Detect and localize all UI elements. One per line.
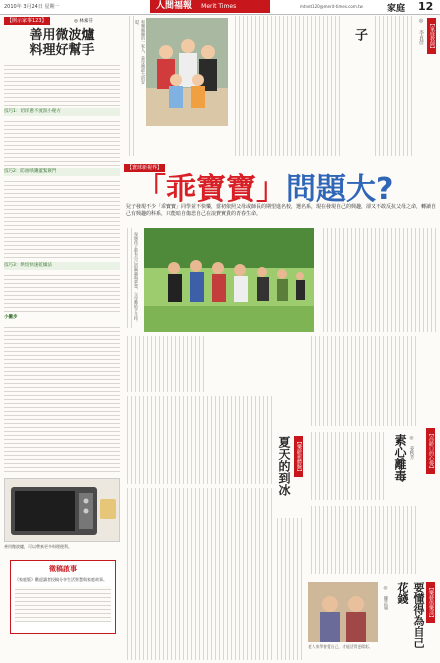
elderly-photo xyxy=(308,582,378,642)
body-text xyxy=(308,432,386,500)
contact-email: mtnet120@merit-times.com.tw xyxy=(300,4,363,9)
photo-caption: 善用微波爐，可以帶來更多料理便利。 xyxy=(4,544,72,549)
elderly-illustration xyxy=(308,582,378,642)
body-text xyxy=(4,118,120,166)
body-text xyxy=(372,16,412,156)
subheading-3: 技巧3：烘焙快速乾燥法 xyxy=(4,262,120,270)
notice-title: 徵稿啟事 xyxy=(49,565,77,573)
body-text xyxy=(124,396,274,484)
lower-area xyxy=(124,336,438,661)
masthead-logo xyxy=(150,0,270,13)
byline: ◎ 李貞伴 xyxy=(418,18,424,45)
body-text xyxy=(124,228,132,328)
issue-date: 2010年 3月24日 星期一 xyxy=(4,4,60,10)
headline xyxy=(136,174,393,206)
body-text xyxy=(308,336,418,426)
body-text xyxy=(124,488,274,660)
feature-lead: 兒子發現不少「乖寶寶」同學並不快樂，當初依照父母或師長的期望進名校，選名系，現在發現自己的興趣，卻又不敢反抗父母之命，轉讀自己有興趣的科系，只能暗自傷悲自己在浪費實貴的青春生命。 xyxy=(126,204,437,218)
right-title: 素心離毒 xyxy=(393,434,407,482)
feature-body xyxy=(124,228,438,334)
group-illustration xyxy=(144,228,314,332)
subheading-4: 小撇步 xyxy=(4,315,18,320)
body-text xyxy=(4,178,120,260)
body-text xyxy=(308,506,418,574)
column-tag: 【家庭教師】 xyxy=(427,18,436,54)
column-tag: 【開示家事123】 xyxy=(4,17,50,25)
notice-body: 《家庭版》歡迎讀者投稿分享生活智慧與家庭故事。 xyxy=(15,577,107,582)
family-illustration xyxy=(146,18,228,126)
photo-caption: 每個孩子都有自己的興趣與夢想，父母應給予支持。 xyxy=(134,232,139,324)
article-title xyxy=(4,28,120,58)
headline-blue: 問題大? xyxy=(286,172,394,207)
notice-text xyxy=(15,586,111,622)
photo-caption: 老人家學會愛自己，才能活得更精彩。 xyxy=(308,644,373,649)
section-tag: 【寰球新視界】 xyxy=(124,164,165,172)
photo-caption: 和樂融融的一家人，是母親最大的安慰。 xyxy=(135,20,146,84)
top-story xyxy=(124,16,438,162)
left-column xyxy=(4,16,120,661)
body-text xyxy=(274,518,304,660)
group-photo xyxy=(144,228,314,332)
story-title: 子 xyxy=(352,28,367,42)
bottom-title: 要懂得為自己花錢 xyxy=(396,582,425,648)
body-text xyxy=(124,336,204,392)
body-text xyxy=(320,228,436,332)
bottom-column-tag: 【樂藝俱樂部】 xyxy=(426,582,435,623)
brand-en: Merit Times xyxy=(201,3,237,10)
right-column-tag: 【高齡口的心聲】 xyxy=(426,428,435,474)
subheading-2: 技巧2：防油喷濺蓋緊竅門 xyxy=(4,168,120,176)
title-line-1: 善用微波爐 xyxy=(29,28,95,43)
notice-box xyxy=(10,560,116,634)
mid-title: 夏天的到冰 xyxy=(277,436,291,496)
bottom-byline: ◎ 羅芷嵐 xyxy=(383,586,388,610)
microwave-icon xyxy=(5,479,120,542)
brand-name: 人間福報 xyxy=(156,1,193,11)
body-text xyxy=(4,272,120,312)
page-number: 12 xyxy=(418,0,434,13)
title-line-2: 料理好幫手 xyxy=(29,43,95,58)
body-text xyxy=(232,16,342,156)
microwave-photo xyxy=(4,478,120,542)
body-text xyxy=(4,324,120,474)
right-byline: ◎ 姜秋芳 xyxy=(409,436,414,460)
subheading-1: 技巧1：切洋蔥不流淚小秘方 xyxy=(4,108,120,116)
section-name: 家庭 xyxy=(387,4,406,14)
page-header xyxy=(0,0,440,15)
byline: ◎ 林素芬 xyxy=(74,19,93,24)
headline-red: 「乖寶寶」 xyxy=(136,172,286,207)
body-text xyxy=(4,62,120,106)
body-text xyxy=(126,16,134,156)
family-photo xyxy=(146,18,228,126)
mid-column-tag: 【樂齡新體驗】 xyxy=(294,436,303,477)
